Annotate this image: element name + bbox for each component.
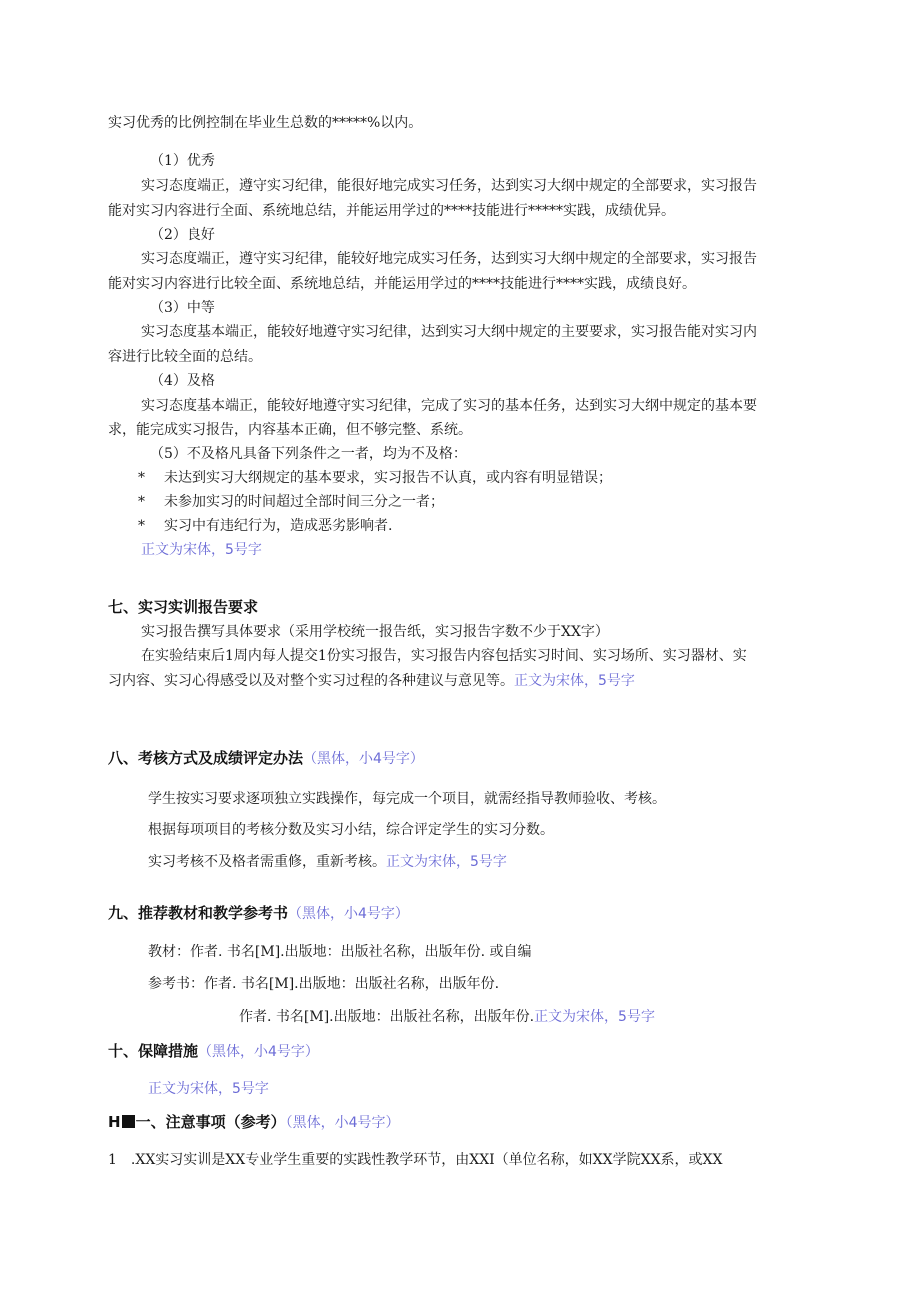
section-11-prefix: H: [108, 1113, 121, 1131]
section-7-para-2-line2: [108, 671, 635, 691]
format-note: 正文为宋体，5号字: [148, 1081, 269, 1097]
format-note: 正文为宋体，5号字: [514, 673, 635, 689]
fail-item-text: 实习中有违纪行为，造成恶劣影响者.: [164, 518, 393, 534]
heading-format-note: （黑体，小4号字）: [303, 751, 424, 767]
section-8-para-3: [148, 852, 507, 872]
black-square-icon: [122, 1115, 135, 1128]
section-8-heading: [108, 748, 424, 769]
section-10-title: 十、保障措施: [108, 1042, 199, 1060]
section-10-heading: [108, 1041, 319, 1062]
section-7-para-2-line1: 在实验结束后1周内每人提交1份实习报告，实习报告内容包括实习时间、实习场所、实习器材、实: [141, 648, 747, 664]
grade-desc-pass-line1: 实习态度基本端正，能较好地遵守实习纪律，完成了实习的基本任务，达到实习大纲中规定的基本要: [141, 398, 757, 414]
grade-desc-pass-line2: 求，能完成实习报告，内容基本正确，但不够完整、系统。: [108, 422, 472, 438]
fail-item-text: 未达到实习大纲规定的基本要求，实习报告不认真，或内容有明显错误；: [164, 470, 612, 486]
fail-item-text: 未参加实习的时间超过全部时间三分之一者；: [164, 494, 444, 510]
bullet-marker: *: [138, 494, 145, 510]
section-9-heading: [108, 903, 409, 924]
section-7-para-1: 实习报告撰写具体要求（采用学校统一报告纸，实习报告字数不少于XX字）: [141, 624, 609, 640]
section-7-para-2-text: 习内容、实习心得感受以及对整个实习过程的各种建议与意见等。: [108, 673, 514, 689]
grade-label-fail: （5）不及格凡具备下列条件之一者，均为不及格：: [150, 446, 467, 462]
grade-desc-excellent-line2: 能对实习内容进行全面、系统地总结，并能运用学过的****技能进行*****实践，成绩优异。: [108, 203, 675, 219]
reference-entry-2: [239, 1007, 655, 1027]
intro-text: 实习优秀的比例控制在毕业生总数的*****%以内。: [108, 115, 423, 131]
grade-desc-medium-line2: 容进行比较全面的总结。: [108, 349, 262, 365]
section-7-heading: 七、实习实训报告要求: [108, 598, 259, 616]
heading-format-note: （黑体，小4号字）: [288, 906, 409, 922]
fail-item: [138, 468, 612, 488]
grade-label-excellent: （1）优秀: [150, 153, 215, 169]
section-8-title: 八、考核方式及成绩评定办法: [108, 749, 304, 767]
format-note: 正文为宋体，5号字: [534, 1009, 655, 1025]
section-11-title: 一、注意事项（参考）: [135, 1113, 286, 1131]
section-11-heading: [108, 1112, 400, 1133]
heading-format-note: （黑体，小4号字）: [198, 1044, 319, 1060]
section-8-para-3-text: 实习考核不及格者需重修，重新考核。: [148, 854, 386, 870]
fail-item: [138, 492, 444, 512]
format-note: 正文为宋体，5号字: [141, 542, 262, 558]
section-8-para-1: 学生按实习要求逐项独立实践操作，每完成一个项目，就需经指导教师验收、考核。: [148, 791, 666, 807]
bullet-marker: *: [138, 518, 145, 534]
bullet-marker: *: [138, 470, 145, 486]
grade-desc-medium-line1: 实习态度基本端正，能较好地遵守实习纪律，达到实习大纲中规定的主要要求，实习报告能对实习内: [141, 324, 757, 340]
heading-format-note: （黑体，小4号字）: [285, 1115, 400, 1131]
grade-desc-excellent-line1: 实习态度端正，遵守实习纪律，能很好地完成实习任务，达到实习大纲中规定的全部要求，实习报告: [141, 178, 757, 194]
section-8-para-2: 根据每项项目的考核分数及实习小结，综合评定学生的实习分数。: [148, 822, 554, 838]
grade-label-good: （2）良好: [150, 227, 215, 243]
format-note: 正文为宋体，5号字: [386, 854, 507, 870]
section-9-title: 九、推荐教材和教学参考书: [108, 904, 289, 922]
textbook-entry: 教材：作者. 书名[M].出版地：出版社名称，出版年份. 或自编: [148, 944, 532, 960]
fail-item: [138, 516, 392, 536]
reference-entry-1: 参考书：作者. 书名[M].出版地：出版社名称，出版年份.: [148, 976, 500, 992]
grade-label-medium: （3）中等: [150, 300, 215, 316]
grade-desc-good-line1: 实习态度端正，遵守实习纪律，能较好地完成实习任务，达到实习大纲中规定的全部要求，实习报告: [141, 251, 757, 267]
section-11-para-1: 1 .XX实习实训是XX专业学生重要的实践性教学环节，由XXI（单位名称，如XX学院XX系，或XX: [108, 1152, 723, 1168]
grade-label-pass: （4）及格: [150, 373, 215, 389]
reference-entry-2-text: 作者. 书名[M].出版地：出版社名称，出版年份.: [239, 1009, 535, 1025]
grade-desc-good-line2: 能对实习内容进行比较全面、系统地总结，并能运用学过的****技能进行****实践，成绩良好。: [108, 276, 696, 292]
